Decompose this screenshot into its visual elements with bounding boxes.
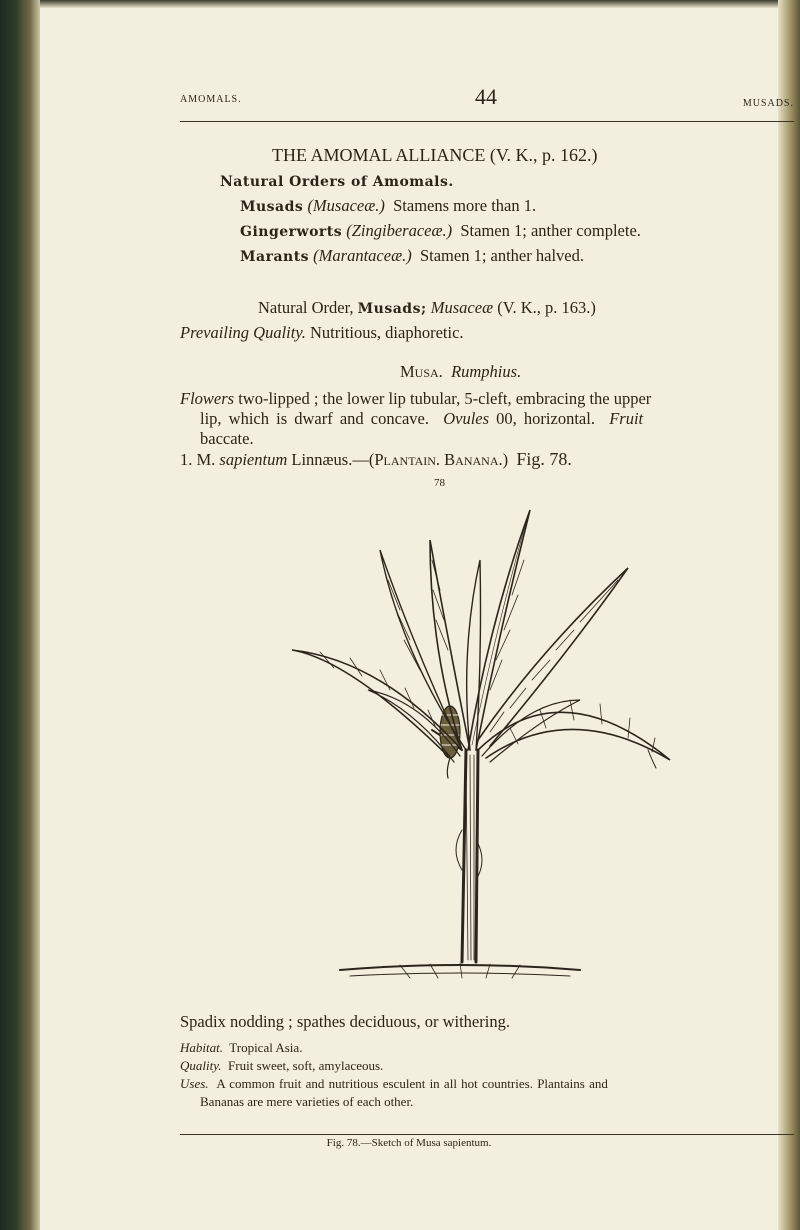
species-close: ): [502, 450, 509, 469]
order-latin: (Marantaceæ.): [313, 246, 412, 265]
flowers-text: two-lipped ; the lower lip tubular, 5-cleft, embracing the upper: [238, 389, 652, 408]
book-binding-left: [0, 0, 40, 1230]
species-name: sapientum: [219, 450, 288, 469]
figure-number: 78: [434, 477, 445, 489]
habitat-line: [180, 1040, 302, 1056]
uses-line-1: [180, 1076, 608, 1092]
figure-caption: Fig. 78.—Sketch of Musa sapientum.: [326, 1137, 492, 1149]
species-common: Plantain. Banana.: [374, 450, 503, 469]
habitat-label: Habitat.: [180, 1040, 223, 1055]
running-head-left: AMOMALS.: [180, 94, 242, 105]
flowers-label: Flowers: [180, 389, 235, 408]
prevailing-label: Prevailing Quality.: [180, 323, 306, 342]
section-title: THE AMOMAL ALLIANCE (V. K., p. 162.): [272, 145, 598, 165]
species-fig-ref: Fig. 78.: [516, 449, 572, 469]
order-desc: Stamen 1; anther halved.: [419, 246, 584, 265]
prevailing-text: Nutritious, diaphoretic.: [310, 323, 464, 342]
header-rule: [180, 121, 794, 122]
ovules-label: Ovules: [443, 409, 490, 428]
order-name: Musads: [240, 199, 304, 215]
order-latin: (Zingiberaceæ.): [346, 221, 453, 240]
flowers-text: lip, which is dwarf and concave.: [200, 409, 429, 428]
spadix-line: Spadix nodding ; spathes deciduous, or withering.: [180, 1012, 510, 1031]
order-marants: [240, 246, 584, 267]
uses-label: Uses.: [180, 1076, 209, 1091]
quality-text: Fruit sweet, soft, amylaceous.: [228, 1058, 384, 1073]
flowers-line-1: [180, 389, 651, 409]
prevailing-quality: [180, 323, 464, 343]
natural-order-latin: Musaceæ: [430, 298, 494, 317]
species-authority: Linnæus.—(: [291, 450, 375, 469]
running-head-right: MUSADS.: [742, 98, 794, 109]
uses-line-2: Bananas are mere varieties of each other.: [200, 1094, 414, 1109]
running-head: [180, 86, 794, 116]
natural-order-line: [258, 298, 596, 319]
quality-line: [180, 1058, 383, 1074]
order-desc: Stamen 1; anther complete.: [460, 221, 641, 240]
habitat-text: Tropical Asia.: [229, 1040, 303, 1055]
natural-order-ref: (V. K., p. 163.): [497, 298, 596, 317]
banana-plant-icon: [200, 500, 720, 990]
book-page: [40, 0, 794, 1230]
flowers-line-3: baccate.: [200, 429, 254, 448]
natural-order-prefix: Natural Order,: [258, 298, 354, 317]
page-number: 44: [475, 84, 497, 109]
order-name: Gingerworts: [240, 224, 343, 240]
order-gingerworts: [240, 221, 641, 242]
order-latin: (Musaceæ.): [307, 196, 385, 215]
ovules-text: 00, horizontal.: [496, 409, 595, 428]
genus-heading: [400, 362, 521, 382]
fruit-label: Fruit: [609, 409, 644, 428]
order-desc: Stamens more than 1.: [393, 196, 537, 215]
flowers-line-2: [200, 409, 643, 429]
species-number: 1. M.: [180, 450, 216, 469]
natural-order-name: Musads;: [357, 301, 427, 317]
order-musads: [240, 196, 536, 217]
genus-authority: Rumphius.: [451, 362, 522, 381]
banana-plant-illustration: [200, 500, 720, 990]
quality-label: Quality.: [180, 1058, 222, 1073]
uses-text: A common fruit and nutritious esculent in all hot countries. Plantains and: [216, 1076, 608, 1091]
footer-rule: [180, 1134, 794, 1135]
book-binding-right: [778, 0, 800, 1230]
genus-name: Musa.: [400, 362, 443, 381]
natural-orders-heading: Natural Orders of Amomals.: [220, 174, 454, 190]
species-line: [180, 449, 572, 470]
order-name: Marants: [240, 249, 310, 265]
